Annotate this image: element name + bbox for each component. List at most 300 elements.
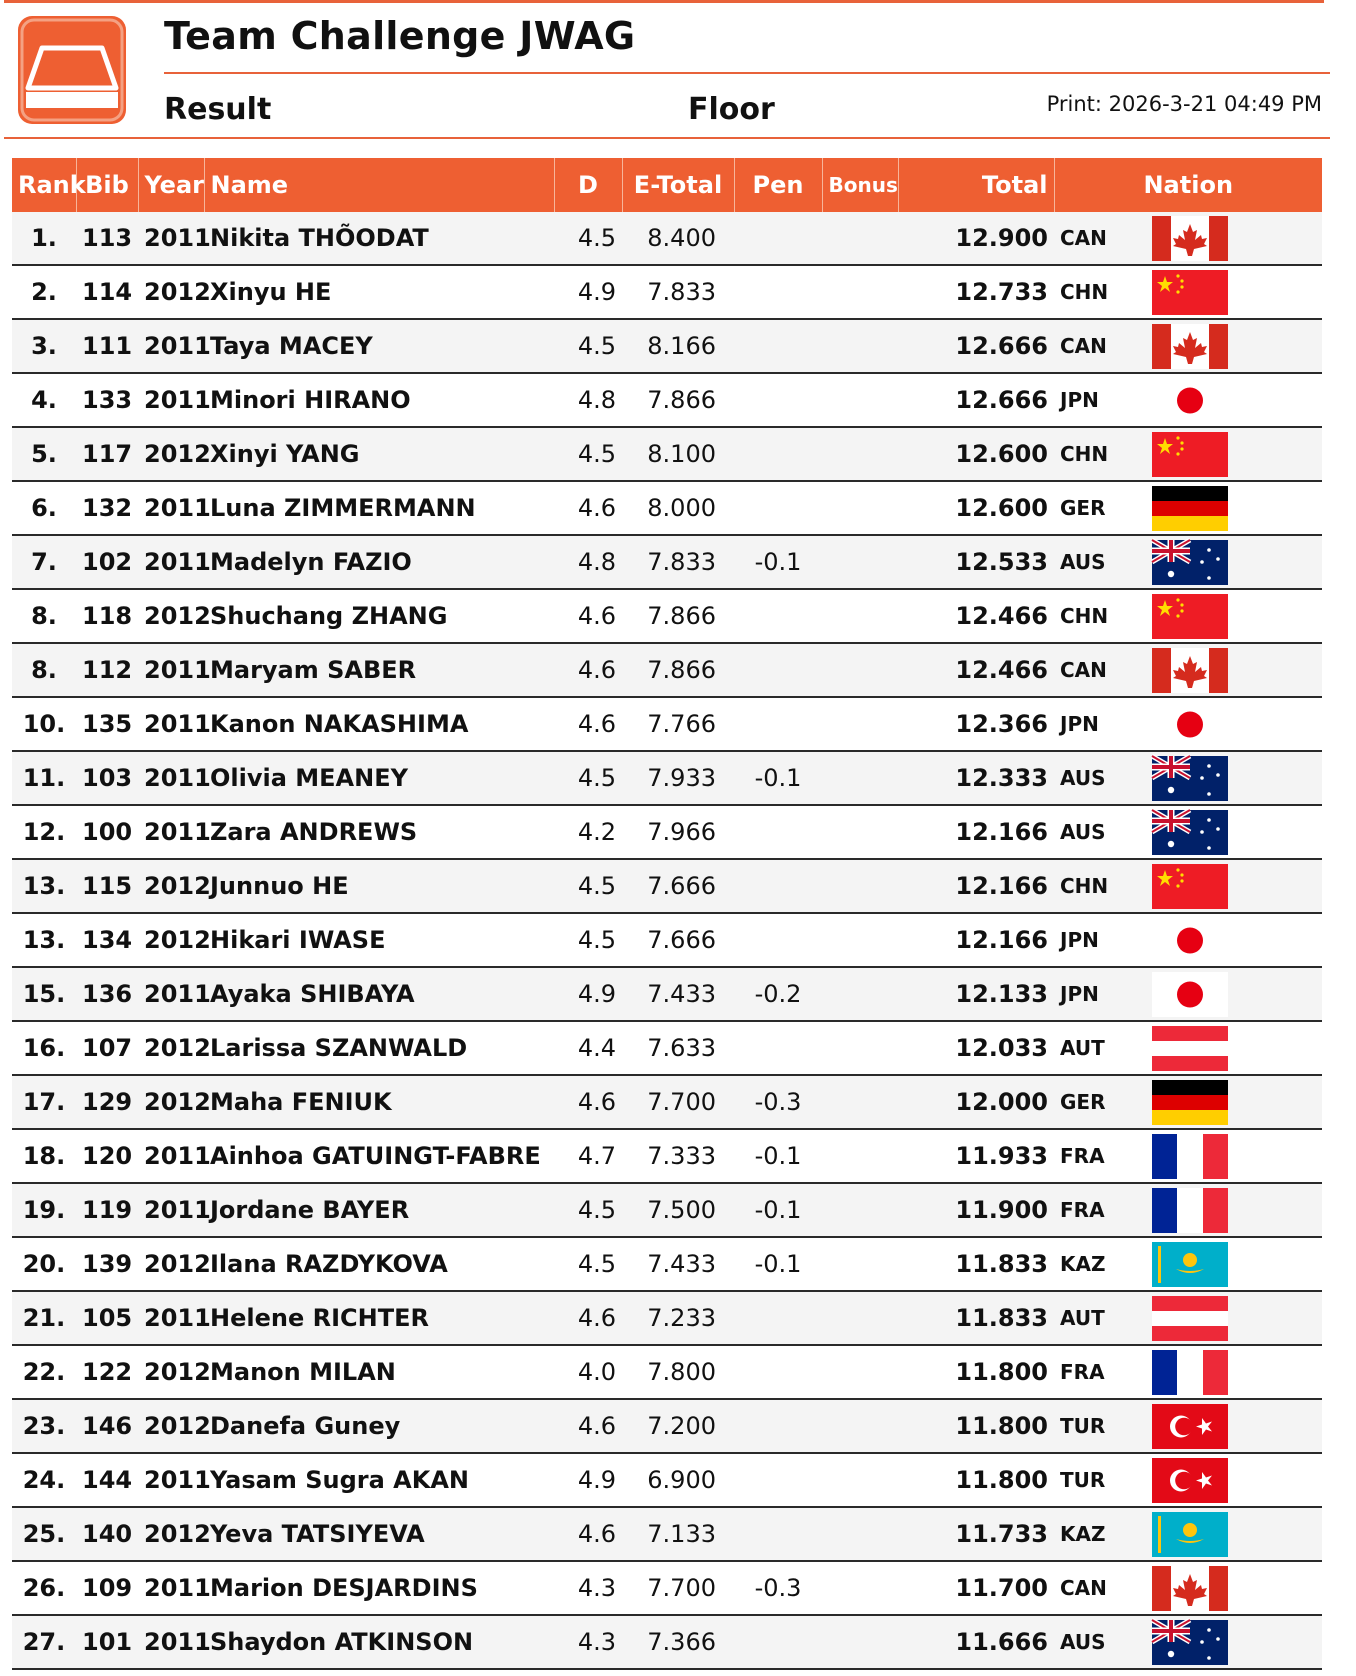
table-row <box>12 1615 1322 1669</box>
nation-code: CAN <box>1060 226 1107 250</box>
bonus-cell <box>822 589 898 643</box>
table-row <box>12 1291 1322 1345</box>
table-row <box>12 589 1322 643</box>
nation-cell <box>1054 859 1322 913</box>
penalty-cell: -0.1 <box>734 751 822 805</box>
penalty-cell <box>734 1615 822 1669</box>
penalty-cell <box>734 427 822 481</box>
name-cell: Jordane BAYER <box>204 1183 554 1237</box>
rank-cell: 15. <box>12 967 76 1021</box>
d-score-cell: 4.7 <box>554 1129 622 1183</box>
nation-code: CHN <box>1060 874 1109 898</box>
name-cell: Olivia MEANEY <box>204 751 554 805</box>
year-cell: 2012 <box>138 1237 204 1291</box>
nation-cell <box>1054 589 1322 643</box>
penalty-cell <box>734 481 822 535</box>
nation-cell <box>1054 1507 1322 1561</box>
year-cell: 2012 <box>138 1021 204 1075</box>
col-header-total: Total <box>898 158 1054 212</box>
col-header-rank: Rank <box>12 158 76 212</box>
d-score-cell: 4.9 <box>554 1453 622 1507</box>
rank-cell: 8. <box>12 643 76 697</box>
bonus-cell <box>822 643 898 697</box>
flag-jpn-icon <box>1152 972 1228 1017</box>
total-cell: 12.000 <box>898 1075 1054 1129</box>
rank-cell: 13. <box>12 859 76 913</box>
name-cell: Ayaka SHIBAYA <box>204 967 554 1021</box>
flag-tur-icon <box>1152 1404 1228 1449</box>
total-cell: 11.900 <box>898 1183 1054 1237</box>
total-cell: 12.666 <box>898 373 1054 427</box>
penalty-cell <box>734 373 822 427</box>
name-cell: Minori HIRANO <box>204 373 554 427</box>
d-score-cell: 4.5 <box>554 427 622 481</box>
table-row <box>12 481 1322 535</box>
penalty-cell <box>734 589 822 643</box>
nation-code: TUR <box>1060 1468 1106 1492</box>
e-total-cell: 7.133 <box>622 1507 734 1561</box>
year-cell: 2011 <box>138 1129 204 1183</box>
penalty-cell <box>734 1291 822 1345</box>
total-cell: 12.333 <box>898 751 1054 805</box>
total-cell: 12.900 <box>898 212 1054 265</box>
nation-cell <box>1054 265 1322 319</box>
e-total-cell: 7.366 <box>622 1615 734 1669</box>
e-total-cell: 8.000 <box>622 481 734 535</box>
nation-code: AUS <box>1060 1630 1106 1654</box>
nation-cell <box>1054 427 1322 481</box>
d-score-cell: 4.8 <box>554 373 622 427</box>
table-row <box>12 319 1322 373</box>
table-header-row <box>12 158 1322 212</box>
total-cell: 12.166 <box>898 805 1054 859</box>
nation-code: CHN <box>1060 604 1109 628</box>
bib-cell: 109 <box>76 1561 138 1615</box>
flag-kaz-icon <box>1152 1242 1228 1287</box>
table-row <box>12 1345 1322 1399</box>
bib-cell: 101 <box>76 1615 138 1669</box>
year-cell: 2012 <box>138 1507 204 1561</box>
nation-code: AUS <box>1060 820 1106 844</box>
d-score-cell: 4.4 <box>554 1021 622 1075</box>
name-cell: Shaydon ATKINSON <box>204 1615 554 1669</box>
nation-cell <box>1054 1453 1322 1507</box>
rank-cell: 22. <box>12 1345 76 1399</box>
col-header-bib: Bib <box>76 158 138 212</box>
bib-cell: 133 <box>76 373 138 427</box>
name-cell: Zara ANDREWS <box>204 805 554 859</box>
bonus-cell <box>822 212 898 265</box>
d-score-cell: 4.9 <box>554 265 622 319</box>
bonus-cell <box>822 373 898 427</box>
rank-cell: 2. <box>12 265 76 319</box>
nation-code: CHN <box>1060 442 1109 466</box>
bonus-cell <box>822 1615 898 1669</box>
bib-cell: 112 <box>76 643 138 697</box>
table-row <box>12 1021 1322 1075</box>
bib-cell: 119 <box>76 1183 138 1237</box>
name-cell: Marion DESJARDINS <box>204 1561 554 1615</box>
bib-cell: 114 <box>76 265 138 319</box>
rank-cell: 17. <box>12 1075 76 1129</box>
name-cell: Yasam Sugra AKAN <box>204 1453 554 1507</box>
table-row <box>12 427 1322 481</box>
d-score-cell: 4.6 <box>554 1075 622 1129</box>
bib-cell: 139 <box>76 1237 138 1291</box>
rank-cell: 18. <box>12 1129 76 1183</box>
bib-cell: 113 <box>76 212 138 265</box>
penalty-cell <box>734 319 822 373</box>
nation-code: CAN <box>1060 1576 1107 1600</box>
d-score-cell: 4.3 <box>554 1561 622 1615</box>
nation-cell <box>1054 1183 1322 1237</box>
e-total-cell: 7.700 <box>622 1075 734 1129</box>
flag-ger-icon <box>1152 486 1228 531</box>
results-table <box>12 158 1322 1670</box>
name-cell: Luna ZIMMERMANN <box>204 481 554 535</box>
year-cell: 2011 <box>138 1183 204 1237</box>
nation-cell <box>1054 212 1322 265</box>
table-row <box>12 805 1322 859</box>
name-cell: Madelyn FAZIO <box>204 535 554 589</box>
bib-cell: 117 <box>76 427 138 481</box>
d-score-cell: 4.2 <box>554 805 622 859</box>
flag-can-icon <box>1152 648 1228 693</box>
flag-fra-icon <box>1152 1134 1228 1179</box>
bib-cell: 118 <box>76 589 138 643</box>
flag-chn-icon <box>1152 864 1228 909</box>
table-row <box>12 1129 1322 1183</box>
penalty-cell <box>734 697 822 751</box>
bib-cell: 115 <box>76 859 138 913</box>
nation-code: FRA <box>1060 1144 1105 1168</box>
nation-code: JPN <box>1060 712 1099 736</box>
nation-cell <box>1054 805 1322 859</box>
penalty-cell: -0.2 <box>734 967 822 1021</box>
bonus-cell <box>822 805 898 859</box>
e-total-cell: 8.166 <box>622 319 734 373</box>
bonus-cell <box>822 1129 898 1183</box>
year-cell: 2011 <box>138 212 204 265</box>
rank-cell: 16. <box>12 1021 76 1075</box>
nation-code: AUT <box>1060 1306 1105 1330</box>
flag-aus-icon <box>1152 756 1228 801</box>
floor-apparatus-logo-icon <box>18 16 126 124</box>
name-cell: Manon MILAN <box>204 1345 554 1399</box>
header-divider <box>164 72 1330 74</box>
e-total-cell: 7.800 <box>622 1345 734 1399</box>
rank-cell: 6. <box>12 481 76 535</box>
nation-code: JPN <box>1060 982 1099 1006</box>
year-cell: 2011 <box>138 481 204 535</box>
penalty-cell: -0.1 <box>734 1183 822 1237</box>
e-total-cell: 7.433 <box>622 1237 734 1291</box>
bib-cell: 129 <box>76 1075 138 1129</box>
bonus-cell <box>822 481 898 535</box>
table-row <box>12 913 1322 967</box>
bonus-cell <box>822 535 898 589</box>
penalty-cell <box>734 1399 822 1453</box>
bonus-cell <box>822 1183 898 1237</box>
name-cell: Helene RICHTER <box>204 1291 554 1345</box>
year-cell: 2012 <box>138 1345 204 1399</box>
nation-cell <box>1054 1237 1322 1291</box>
rank-cell: 10. <box>12 697 76 751</box>
flag-kaz-icon <box>1152 1512 1228 1557</box>
bib-cell: 146 <box>76 1399 138 1453</box>
table-row <box>12 373 1322 427</box>
rank-cell: 21. <box>12 1291 76 1345</box>
table-row <box>12 1075 1322 1129</box>
d-score-cell: 4.6 <box>554 643 622 697</box>
e-total-cell: 8.400 <box>622 212 734 265</box>
year-cell: 2012 <box>138 427 204 481</box>
flag-chn-icon <box>1152 432 1228 477</box>
table-row <box>12 859 1322 913</box>
rank-cell: 13. <box>12 913 76 967</box>
e-total-cell: 7.833 <box>622 535 734 589</box>
e-total-cell: 7.766 <box>622 697 734 751</box>
page-title: Team Challenge JWAG <box>164 14 636 58</box>
nation-code: FRA <box>1060 1198 1105 1222</box>
nation-code: KAZ <box>1060 1252 1106 1276</box>
nation-code: JPN <box>1060 388 1099 412</box>
result-label: Result <box>164 92 272 127</box>
bib-cell: 105 <box>76 1291 138 1345</box>
col-header-nation: Nation <box>1054 158 1322 212</box>
e-total-cell: 7.700 <box>622 1561 734 1615</box>
total-cell: 12.466 <box>898 643 1054 697</box>
print-timestamp: Print: 2026-3-21 04:49 PM <box>1046 92 1322 116</box>
e-total-cell: 7.500 <box>622 1183 734 1237</box>
d-score-cell: 4.8 <box>554 535 622 589</box>
penalty-cell: -0.3 <box>734 1075 822 1129</box>
event-label: Floor <box>688 92 775 127</box>
nation-cell <box>1054 319 1322 373</box>
bib-cell: 135 <box>76 697 138 751</box>
penalty-cell: -0.3 <box>734 1561 822 1615</box>
year-cell: 2012 <box>138 265 204 319</box>
d-score-cell: 4.5 <box>554 859 622 913</box>
total-cell: 12.600 <box>898 427 1054 481</box>
rank-cell: 12. <box>12 805 76 859</box>
year-cell: 2011 <box>138 1615 204 1669</box>
penalty-cell: -0.1 <box>734 1237 822 1291</box>
e-total-cell: 7.833 <box>622 265 734 319</box>
rank-cell: 4. <box>12 373 76 427</box>
rank-cell: 24. <box>12 1453 76 1507</box>
bonus-cell <box>822 913 898 967</box>
bonus-cell <box>822 1507 898 1561</box>
year-cell: 2011 <box>138 751 204 805</box>
rank-cell: 25. <box>12 1507 76 1561</box>
col-header-name: Name <box>204 158 554 212</box>
d-score-cell: 4.9 <box>554 967 622 1021</box>
penalty-cell <box>734 265 822 319</box>
total-cell: 12.166 <box>898 859 1054 913</box>
bib-cell: 136 <box>76 967 138 1021</box>
flag-chn-icon <box>1152 270 1228 315</box>
year-cell: 2012 <box>138 913 204 967</box>
bonus-cell <box>822 427 898 481</box>
penalty-cell <box>734 643 822 697</box>
top-border <box>4 0 1324 3</box>
nation-code: AUS <box>1060 766 1106 790</box>
year-cell: 2012 <box>138 1399 204 1453</box>
table-row <box>12 1399 1322 1453</box>
year-cell: 2011 <box>138 319 204 373</box>
name-cell: Maha FENIUK <box>204 1075 554 1129</box>
total-cell: 12.133 <box>898 967 1054 1021</box>
nation-code: GER <box>1060 496 1106 520</box>
nation-code: CAN <box>1060 334 1107 358</box>
flag-jpn-icon <box>1152 702 1228 747</box>
name-cell: Danefa Guney <box>204 1399 554 1453</box>
flag-fra-icon <box>1152 1188 1228 1233</box>
year-cell: 2011 <box>138 643 204 697</box>
col-header-bonus: Bonus <box>822 158 898 212</box>
nation-cell <box>1054 1615 1322 1669</box>
total-cell: 12.033 <box>898 1021 1054 1075</box>
flag-chn-icon <box>1152 594 1228 639</box>
name-cell: Ilana RAZDYKOVA <box>204 1237 554 1291</box>
total-cell: 11.833 <box>898 1237 1054 1291</box>
d-score-cell: 4.6 <box>554 1507 622 1561</box>
nation-cell <box>1054 1399 1322 1453</box>
bib-cell: 103 <box>76 751 138 805</box>
nation-code: JPN <box>1060 928 1099 952</box>
rank-cell: 27. <box>12 1615 76 1669</box>
name-cell: Shuchang ZHANG <box>204 589 554 643</box>
rank-cell: 26. <box>12 1561 76 1615</box>
flag-can-icon <box>1152 1566 1228 1611</box>
bonus-cell <box>822 265 898 319</box>
year-cell: 2011 <box>138 805 204 859</box>
nation-cell <box>1054 481 1322 535</box>
rank-cell: 11. <box>12 751 76 805</box>
year-cell: 2011 <box>138 1291 204 1345</box>
year-cell: 2011 <box>138 535 204 589</box>
bib-cell: 122 <box>76 1345 138 1399</box>
table-row <box>12 535 1322 589</box>
total-cell: 11.833 <box>898 1291 1054 1345</box>
bib-cell: 144 <box>76 1453 138 1507</box>
table-row <box>12 643 1322 697</box>
total-cell: 12.166 <box>898 913 1054 967</box>
e-total-cell: 7.933 <box>622 751 734 805</box>
rank-cell: 20. <box>12 1237 76 1291</box>
table-row <box>12 967 1322 1021</box>
name-cell: Ainhoa GATUINGT-FABRE <box>204 1129 554 1183</box>
e-total-cell: 7.866 <box>622 589 734 643</box>
flag-aut-icon <box>1152 1026 1228 1071</box>
nation-code: CAN <box>1060 658 1107 682</box>
penalty-cell <box>734 859 822 913</box>
nation-cell <box>1054 1345 1322 1399</box>
nation-cell <box>1054 535 1322 589</box>
total-cell: 12.366 <box>898 697 1054 751</box>
table-row <box>12 212 1322 265</box>
flag-jpn-icon <box>1152 378 1228 423</box>
bib-cell: 120 <box>76 1129 138 1183</box>
d-score-cell: 4.6 <box>554 1399 622 1453</box>
col-header-e-total: E-Total <box>622 158 734 212</box>
bib-cell: 107 <box>76 1021 138 1075</box>
table-row <box>12 1237 1322 1291</box>
name-cell: Larissa SZANWALD <box>204 1021 554 1075</box>
flag-aus-icon <box>1152 810 1228 855</box>
year-cell: 2011 <box>138 697 204 751</box>
nation-cell <box>1054 1129 1322 1183</box>
nation-cell <box>1054 1021 1322 1075</box>
bib-cell: 102 <box>76 535 138 589</box>
d-score-cell: 4.6 <box>554 481 622 535</box>
rank-cell: 3. <box>12 319 76 373</box>
bonus-cell <box>822 1075 898 1129</box>
nation-code: TUR <box>1060 1414 1106 1438</box>
penalty-cell <box>734 1507 822 1561</box>
flag-ger-icon <box>1152 1080 1228 1125</box>
total-cell: 12.533 <box>898 535 1054 589</box>
flag-fra-icon <box>1152 1350 1228 1395</box>
header-bottom-divider <box>4 137 1330 139</box>
name-cell: Taya MACEY <box>204 319 554 373</box>
year-cell: 2011 <box>138 373 204 427</box>
bonus-cell <box>822 319 898 373</box>
table-row <box>12 1453 1322 1507</box>
penalty-cell <box>734 1021 822 1075</box>
bonus-cell <box>822 751 898 805</box>
penalty-cell <box>734 805 822 859</box>
bonus-cell <box>822 967 898 1021</box>
rank-cell: 7. <box>12 535 76 589</box>
total-cell: 11.733 <box>898 1507 1054 1561</box>
total-cell: 11.800 <box>898 1453 1054 1507</box>
col-header-d: D <box>554 158 622 212</box>
table-row <box>12 1561 1322 1615</box>
nation-code: GER <box>1060 1090 1106 1114</box>
name-cell: Nikita THÕODAT <box>204 212 554 265</box>
total-cell: 11.933 <box>898 1129 1054 1183</box>
table-row <box>12 697 1322 751</box>
bib-cell: 140 <box>76 1507 138 1561</box>
bib-cell: 132 <box>76 481 138 535</box>
penalty-cell <box>734 913 822 967</box>
e-total-cell: 7.200 <box>622 1399 734 1453</box>
rank-cell: 23. <box>12 1399 76 1453</box>
penalty-cell <box>734 212 822 265</box>
nation-code: KAZ <box>1060 1522 1106 1546</box>
nation-cell <box>1054 373 1322 427</box>
nation-cell <box>1054 1075 1322 1129</box>
d-score-cell: 4.3 <box>554 1615 622 1669</box>
flag-jpn-icon <box>1152 918 1228 963</box>
nation-cell <box>1054 751 1322 805</box>
total-cell: 11.800 <box>898 1399 1054 1453</box>
e-total-cell: 7.333 <box>622 1129 734 1183</box>
flag-can-icon <box>1152 324 1228 369</box>
nation-cell <box>1054 643 1322 697</box>
rank-cell: 5. <box>12 427 76 481</box>
bib-cell: 134 <box>76 913 138 967</box>
penalty-cell <box>734 1345 822 1399</box>
table-row <box>12 265 1322 319</box>
year-cell: 2011 <box>138 967 204 1021</box>
rank-cell: 1. <box>12 212 76 265</box>
rank-cell: 19. <box>12 1183 76 1237</box>
d-score-cell: 4.5 <box>554 212 622 265</box>
e-total-cell: 7.633 <box>622 1021 734 1075</box>
